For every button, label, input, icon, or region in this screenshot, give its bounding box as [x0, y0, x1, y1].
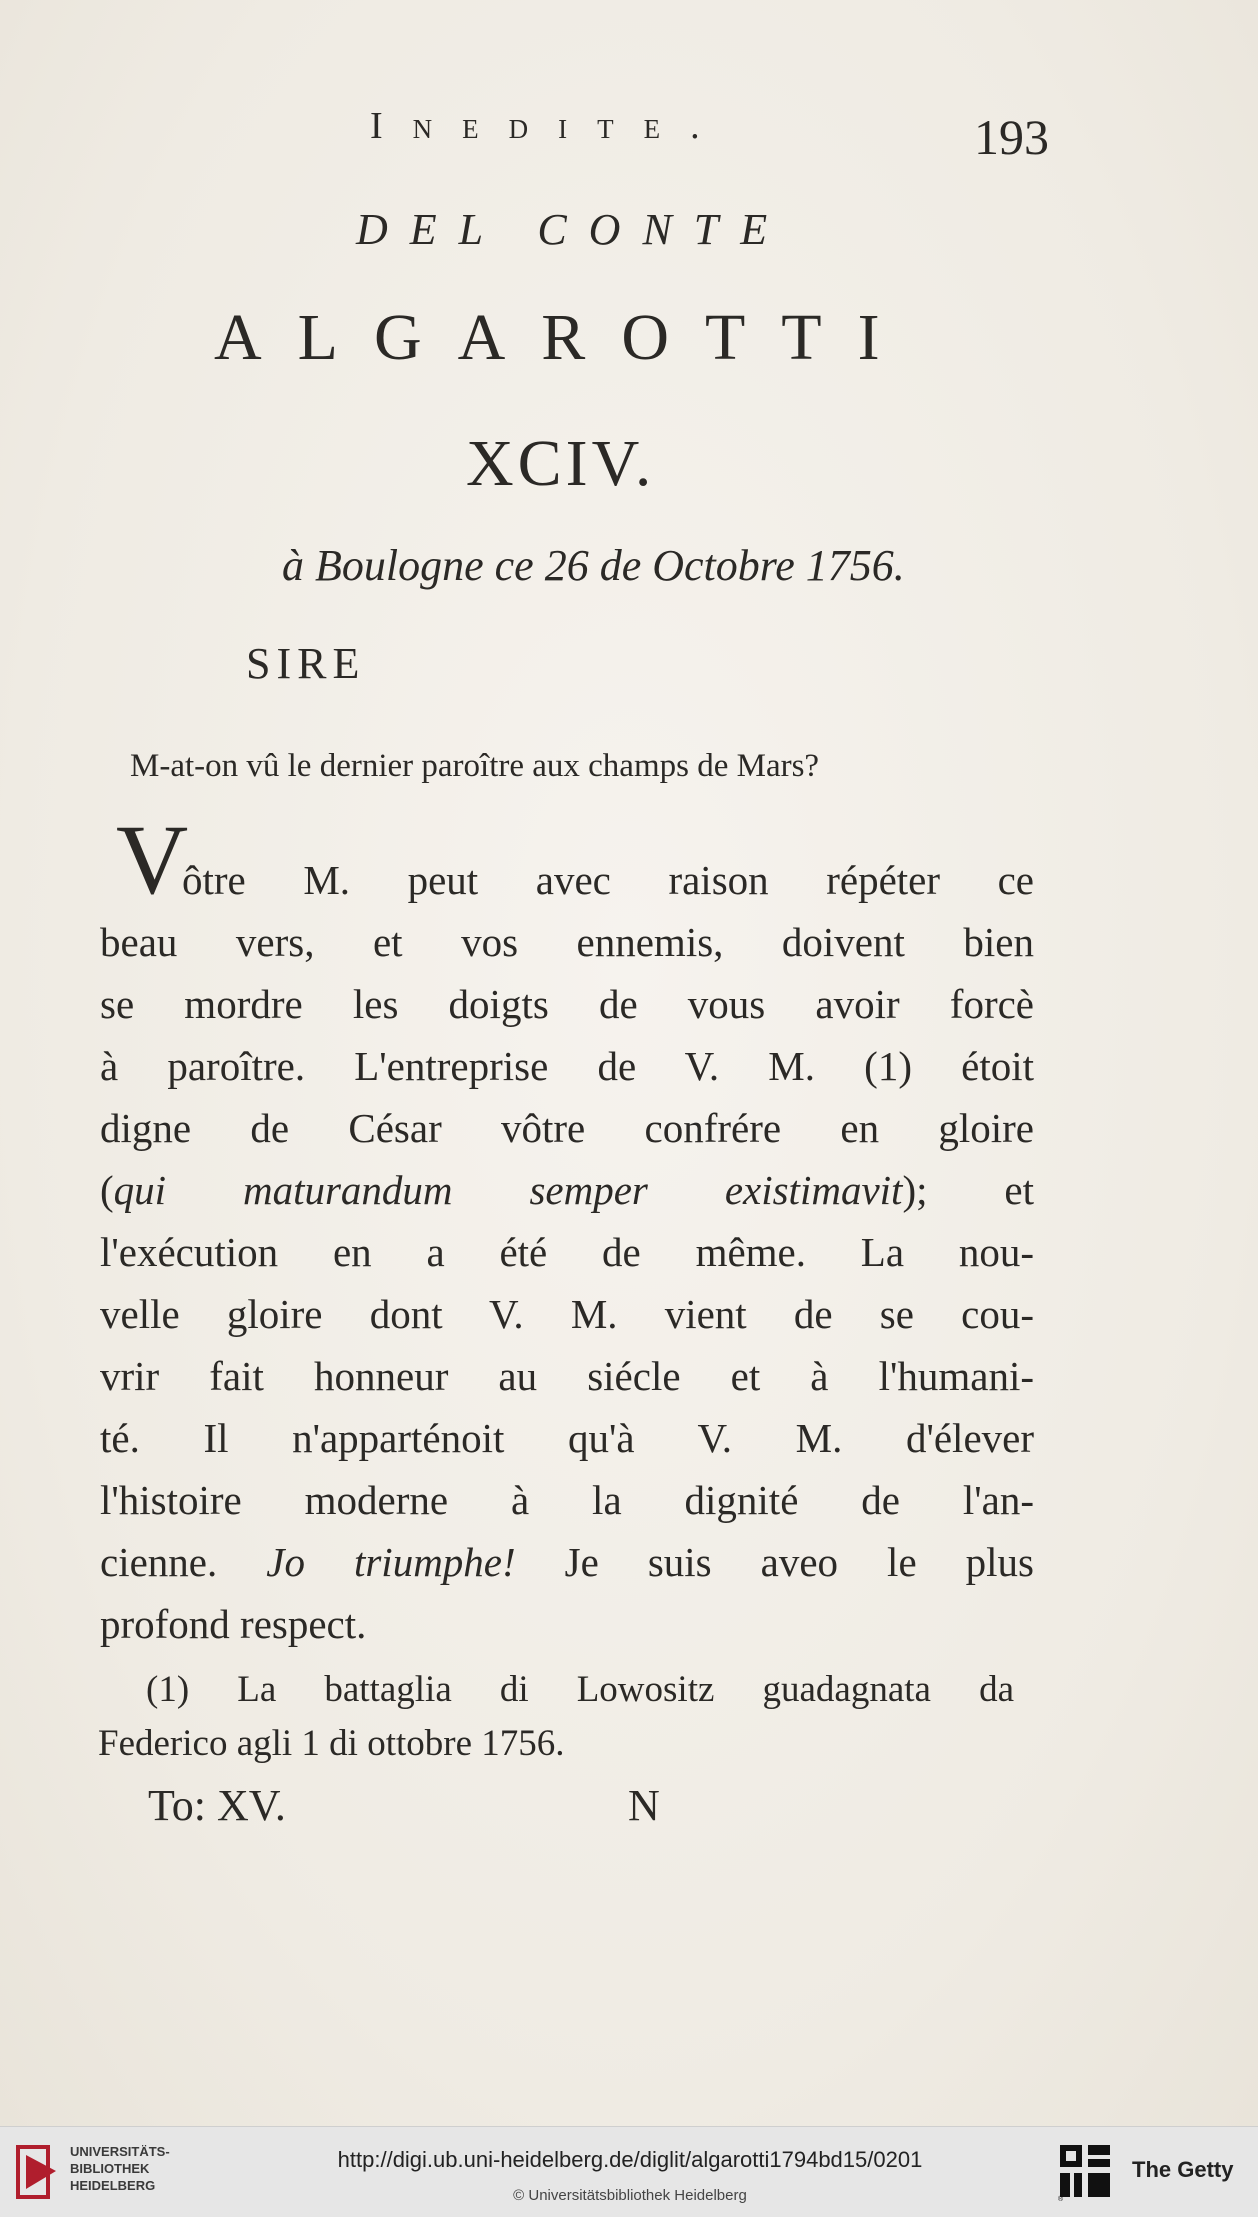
getty-logo-icon	[1058, 2143, 1114, 2201]
body-line-10: té. Il n'apparténoit qu'à V. M. d'élever	[100, 1415, 1034, 1461]
body-line-2: beau vers, et vos ennemis, doivent bien	[100, 919, 1034, 965]
exclamation: Jo triumphe!	[266, 1539, 516, 1585]
footnote-line-1: (1) La battaglia di Lowositz guadagnata da	[146, 1669, 1014, 1710]
body-line-9: vrir fait honneur au siécle et à l'humani-	[100, 1353, 1034, 1399]
copyright-notice: © Universitätsbibliothek Heidelberg	[513, 2187, 747, 2204]
signature-mark: N	[628, 1781, 660, 1830]
library-name-line-1: UNIVERSITÄTS-	[70, 2144, 170, 2159]
viewer-footer	[0, 2126, 1258, 2217]
title-subtitle: DEL CONTE	[356, 205, 790, 254]
partner-name: The Getty	[1132, 2157, 1234, 2182]
line-start: cienne.	[100, 1539, 218, 1585]
permalink-url[interactable]: http://digi.ub.uni-heidelberg.de/diglit/algarotti1794bd15/0201	[337, 2147, 923, 2172]
letter-number: XCIV.	[466, 427, 656, 500]
body-line-12	[100, 1538, 1034, 1586]
body-line-11: l'histoire moderne à la dignité de l'an-	[100, 1477, 1034, 1523]
footnote-line-2: Federico agli 1 di ottobre 1756.	[98, 1723, 565, 1764]
running-head: Inedite.	[370, 105, 730, 147]
body-line-4: à paroître. L'entreprise de V. M. (1) étoit	[100, 1043, 1034, 1089]
body-line-13: profond respect.	[100, 1601, 367, 1647]
library-name-line-3: HEIDELBERG	[70, 2178, 156, 2193]
registered-mark: ®	[1058, 2196, 1064, 2201]
body-line-6	[100, 1166, 1034, 1214]
library-logo-icon	[14, 2141, 60, 2203]
body-line-7: l'exécution en a été de même. La nou-	[100, 1229, 1034, 1275]
quote-close: ); et	[902, 1167, 1035, 1213]
library-name	[70, 2143, 170, 2194]
volume-signature: To: XV.	[148, 1781, 286, 1830]
title-author: ALGAROTTI	[214, 301, 916, 374]
letter-epigraph: M-at-on vû le dernier paroître aux champs de Mars?	[130, 748, 820, 784]
letter-salutation: SIRE	[246, 639, 366, 688]
line-end: Je suis aveo le plus	[564, 1539, 1034, 1585]
library-name-line-2: BIBLIOTHEK	[70, 2161, 150, 2176]
drop-cap: V	[116, 804, 189, 915]
body-line-5: digne de César vôtre confrére en gloire	[100, 1105, 1034, 1151]
page-number: 193	[974, 109, 1049, 165]
body-line-1: ôtre M. peut avec raison répéter ce	[182, 857, 1034, 903]
letter-dateline: à Boulogne ce 26 de Octobre 1756.	[282, 541, 905, 590]
quote-open: (	[100, 1167, 114, 1213]
latin-quote: qui maturandum semper existimavit	[113, 1167, 903, 1213]
body-line-8: velle gloire dont V. M. vient de se cou-	[100, 1291, 1034, 1337]
body-line-3: se mordre les doigts de vous avoir forcè	[100, 981, 1034, 1027]
